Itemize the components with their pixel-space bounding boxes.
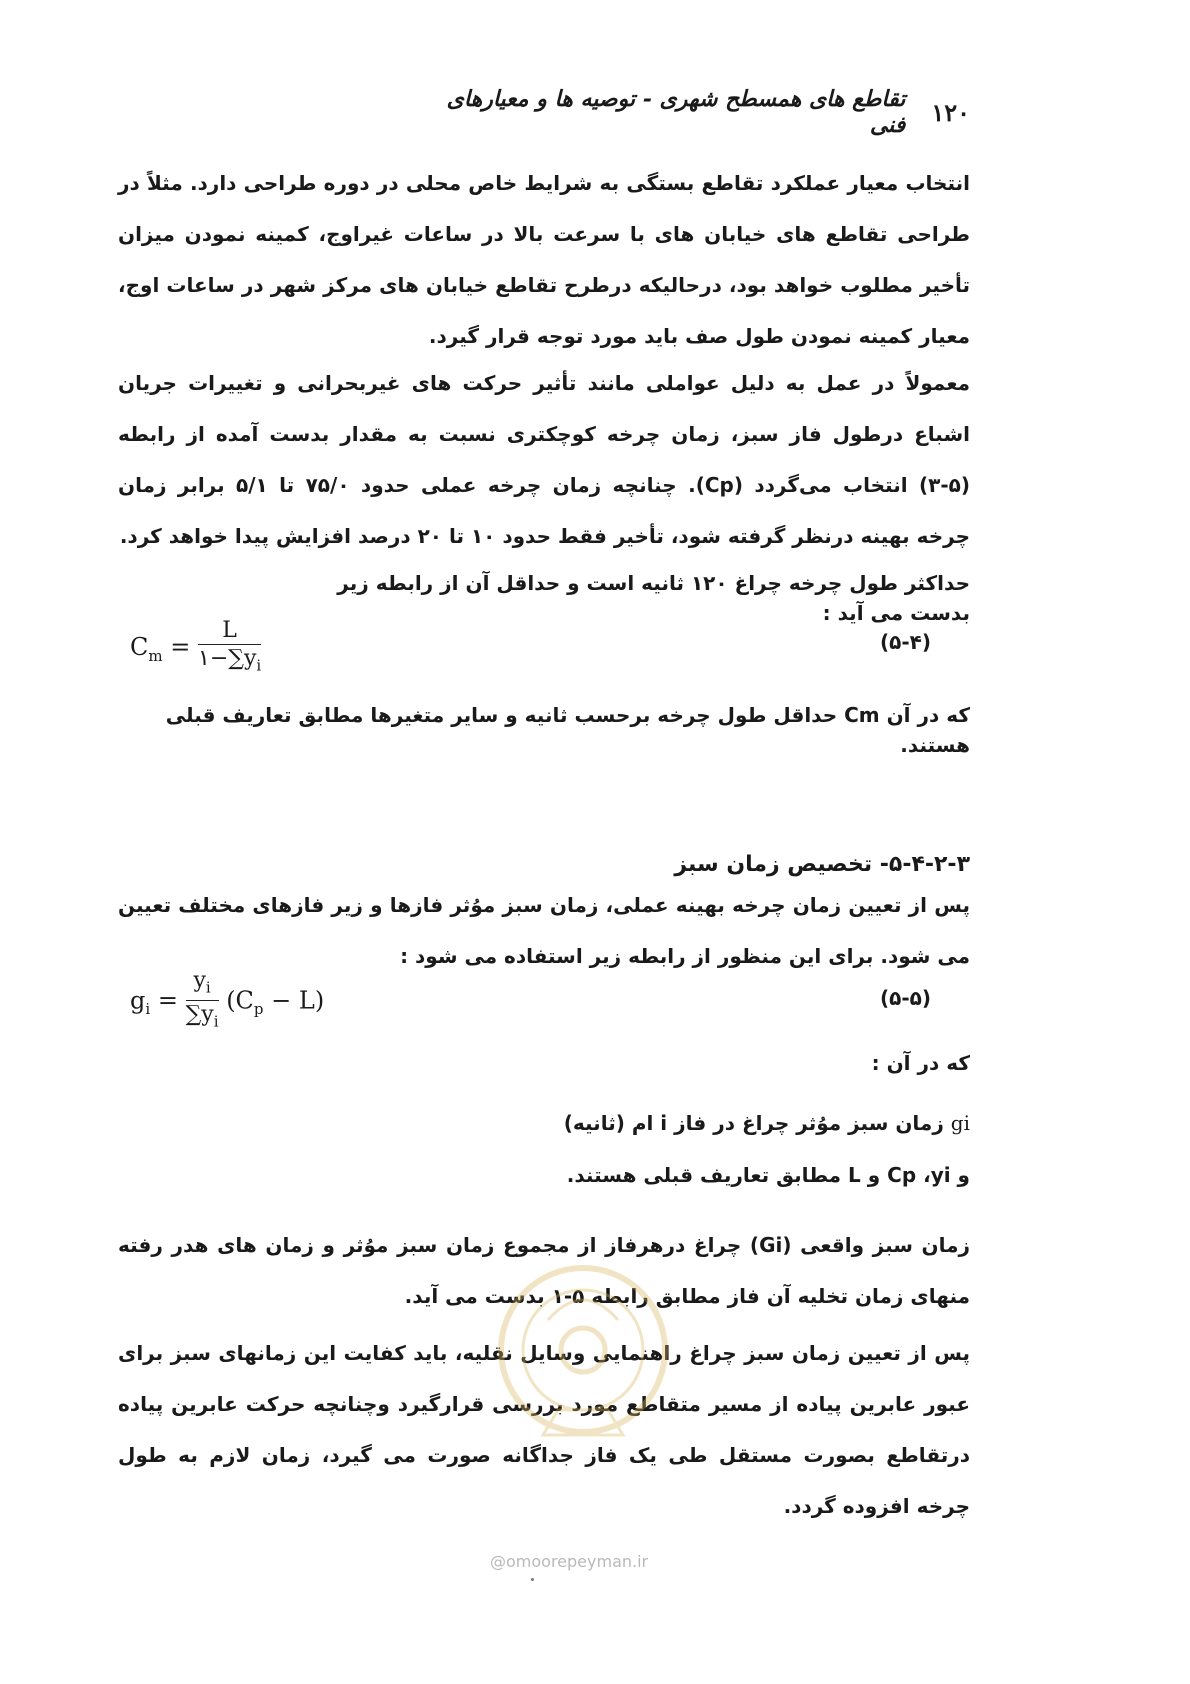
section-heading: ۵-۴-۲-۳- تخصیص زمان سبز <box>674 852 970 877</box>
equation-number-5-4: (۵-۴) <box>880 630 931 654</box>
definition-2: و Cp ،yi و L مطابق تعاریف قبلی هستند. <box>566 1163 970 1187</box>
eq2-den-var: y <box>201 1002 214 1028</box>
paragraph-5: پس از تعیین زمان چرخه بهینه عملی، زمان سبز موُثر فازها و زیر فازهای مختلف تعیین می شود. برای این منظور از رابطه زیر استفاده می شود : <box>118 893 970 968</box>
running-title: تقاطع های همسطح شهری - توصیه ها و معیارهای فنی <box>446 86 906 138</box>
eq2-num-sub: i <box>205 978 211 997</box>
eq2-lhs: g <box>130 986 146 1015</box>
eq1-den-sub: i <box>256 656 262 675</box>
eq1-numerator: L <box>222 618 237 643</box>
watermark-text: @omoorepeyman.ir <box>490 1552 649 1571</box>
def1-symbol: gi <box>950 1111 970 1135</box>
paragraph-1: انتخاب معیار عملکرد تقاطع بستگی به شرایط خاص محلی در دوره طراحی دارد. مثلاً در طراحی تقاطع های خیابان های با سرعت بالا در ساعات غیراوج، کمینه نمودن میزان تأخیر مطلوب خواهد بود، درحالیکه درطرح تقاطع خیابان های مرکز شهر در ساعات اوج، معیار کمینه نمودن طول صف باید مورد توجه قرار گیرد. <box>118 171 970 348</box>
eq1-lhs: C <box>130 633 149 662</box>
eq1-fraction <box>198 618 261 679</box>
paragraph-6: که در آن : <box>871 1051 970 1075</box>
eq2-den-prefix: ∑ <box>185 1002 202 1028</box>
eq2-tail-sub: p <box>253 1000 264 1019</box>
eq1-den-prefix: ۱−∑ <box>198 646 244 671</box>
def1-text: زمان سبز موُثر چراغ در فاز i ام (ثانیه) <box>563 1111 944 1135</box>
page-number: ۱۲۰ <box>931 97 970 127</box>
paragraph-4: که در آن Cm حداقل طول چرخه برحسب ثانیه و سایر متغیرها مطابق تعاریف قبلی هستند. <box>165 703 970 757</box>
eq1-den-var: y <box>243 646 257 671</box>
paragraph-3: حداکثر طول چرخه چراغ ۱۲۰ ثانیه است و حداقل آن از رابطه زیر بدست می آید : <box>337 571 970 625</box>
paragraph-7: زمان سبز واقعی (Gi) چراغ درهرفاز از مجموع زمان سبز موُثر و زمان های هدر رفته منهای زمان تخلیه آن فاز مطابق رابطه ۵-۱ بدست می آید. <box>118 1233 971 1308</box>
eq2-den-sub: i <box>213 1012 219 1031</box>
eq1-lhs-sub: m <box>148 646 163 665</box>
equation-number-5-5: (۵-۵) <box>880 986 931 1010</box>
watermark-logo <box>488 1240 678 1490</box>
equation-5-4: $C_m$ = $\frac{L}{۱-\sum y_i}$ <box>130 618 261 679</box>
eq2-lhs-sub: i <box>145 1000 151 1019</box>
definition-1 <box>500 1108 970 1138</box>
eq2-tail: (C <box>226 986 254 1015</box>
paragraph-8: پس از تعیین زمان سبز چراغ راهنمایی وسایل نقلیه، باید کفایت این زمانهای سبز برای عبور عابرین پیاده از مسیر متقاطع مورد بررسی قرارگیرد وچنانچه حرکت عابرین پیاده درتقاطع بصورت مستقل طی یک فاز جداگانه صورت می گیرد، زمان لازم به طول چرخه افزوده گردد. <box>118 1341 970 1518</box>
page-header <box>420 86 970 138</box>
paragraph-2: معمولاً در عمل به دلیل عواملی مانند تأثیر حرکت های غیربحرانی و تغییرات جریان اشباع درطول فاز سبز، زمان چرخه کوچکتری نسبت به مقدار بدست آمده از رابطه (۵-۳) انتخاب می‌گردد (Cp). چنانچه زمان چرخه عملی حدود ۷۵/۰ تا ۵/۱ برابر زمان چرخه بهینه درنظر گرفته شود، تأخیر فقط حدود ۱۰ تا ۲۰ درصد افزایش پیدا خواهد کرد. <box>118 371 970 548</box>
equation-5-5: $g_i$ = $\frac{y_i}{\sum y_i}$ $(C_p - L)$ <box>130 968 324 1036</box>
scan-speck <box>531 1578 534 1581</box>
eq2-fraction <box>186 968 219 1036</box>
eq2-tail-end: − L) <box>263 986 325 1015</box>
eq2-num-var: y <box>193 968 206 993</box>
